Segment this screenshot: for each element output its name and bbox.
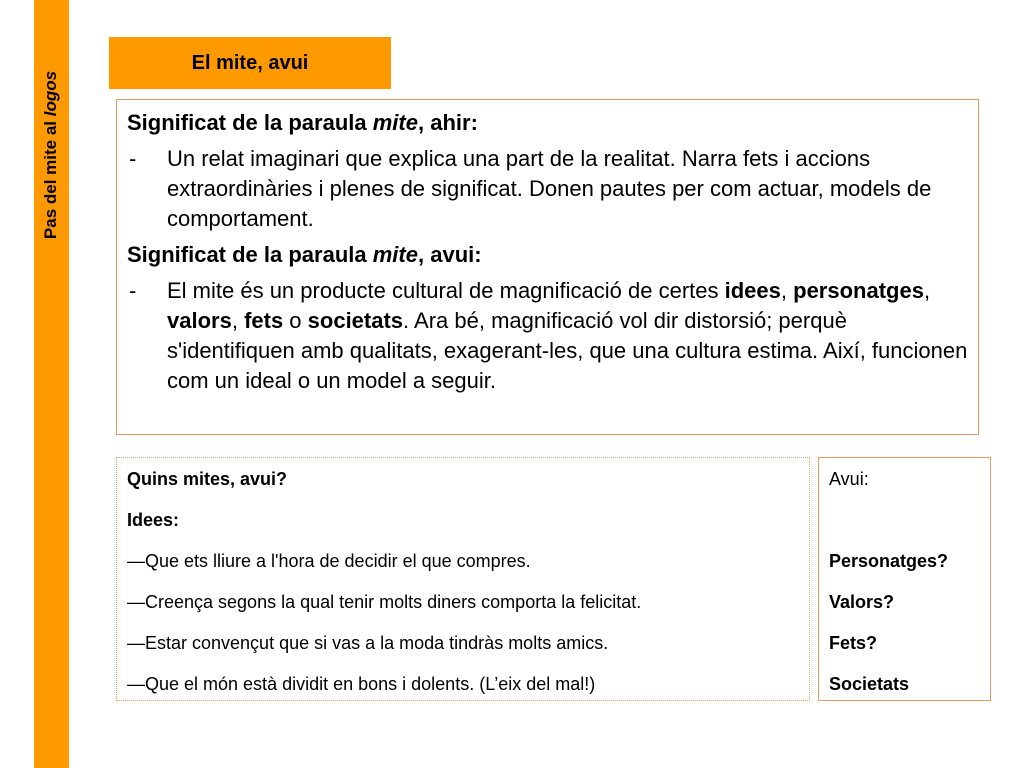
avui-text-2: ,	[780, 278, 794, 303]
avui-text-4: ,	[231, 308, 245, 333]
myths-heading: Quins mites, avui?	[127, 469, 288, 489]
avui-box	[818, 457, 991, 701]
ideas-subheading: Idees:	[127, 510, 180, 530]
avui-text-5: o	[283, 308, 308, 333]
slide-title	[109, 37, 391, 89]
heading-avui-post: , avui:	[418, 242, 482, 267]
avui-bold-personatges: personatges	[793, 278, 924, 303]
sidebar-title-plain: Pas del mite al	[41, 116, 60, 240]
avui-item-valors: Valors?	[829, 592, 895, 612]
heading-ahir-italic: mite	[372, 110, 418, 135]
avui-bold-idees: idees	[724, 278, 781, 303]
avui-text-1: El mite és un producte cultural de magnificació de certes	[167, 278, 725, 303]
heading-avui-italic: mite	[372, 242, 418, 267]
definition-ahir	[127, 144, 968, 234]
bullet-dash: -	[129, 278, 137, 303]
definition-avui	[127, 276, 968, 396]
avui-text-3: ,	[923, 278, 931, 303]
avui-spacer	[829, 505, 980, 546]
myth-item: —Estar convençut que si vas a la moda tindràs molts amics.	[127, 633, 609, 653]
avui-item-societats: Societats	[829, 674, 910, 694]
myths-today-box	[116, 457, 810, 701]
heading-ahir-pre: Significat de la paraula	[127, 110, 373, 135]
sidebar-title-italic: logos	[41, 70, 60, 117]
heading-ahir-post: , ahir:	[418, 110, 478, 135]
myth-item: —Que ets lliure a l'hora de decidir el que compres.	[127, 551, 531, 571]
sidebar-title	[41, 71, 61, 239]
avui-text-6: . Ara bé, magnificació vol dir distorsió; perquè s'identifiquen amb qualitats, exagerant-les, que una cultura estima. Així, funcionen com un ideal o un model a seguir.	[167, 308, 968, 393]
myth-item: —Que el món està dividit en bons i dolents. (L’eix del mal!)	[127, 674, 596, 694]
heading-avui	[127, 240, 968, 270]
heading-ahir	[127, 108, 968, 138]
avui-bold-fets: fets	[244, 308, 284, 333]
avui-label: Avui:	[829, 469, 869, 489]
heading-avui-pre: Significat de la paraula	[127, 242, 373, 267]
bullet-dash: -	[129, 146, 137, 171]
slide-title-text: El mite, avui	[191, 51, 309, 74]
avui-bold-societats: societats	[307, 308, 404, 333]
myth-item: —Creença segons la qual tenir molts diners comporta la felicitat.	[127, 592, 642, 612]
avui-item-personatges: Personatges?	[829, 551, 949, 571]
avui-item-fets: Fets?	[829, 633, 878, 653]
avui-bold-valors: valors	[167, 308, 232, 333]
definition-ahir-text: Un relat imaginari que explica una part de la realitat. Narra fets i accions extraordinàries i plenes de significat. Donen pautes per com actuar, models de comportament.	[167, 146, 932, 231]
definition-box	[116, 99, 979, 435]
